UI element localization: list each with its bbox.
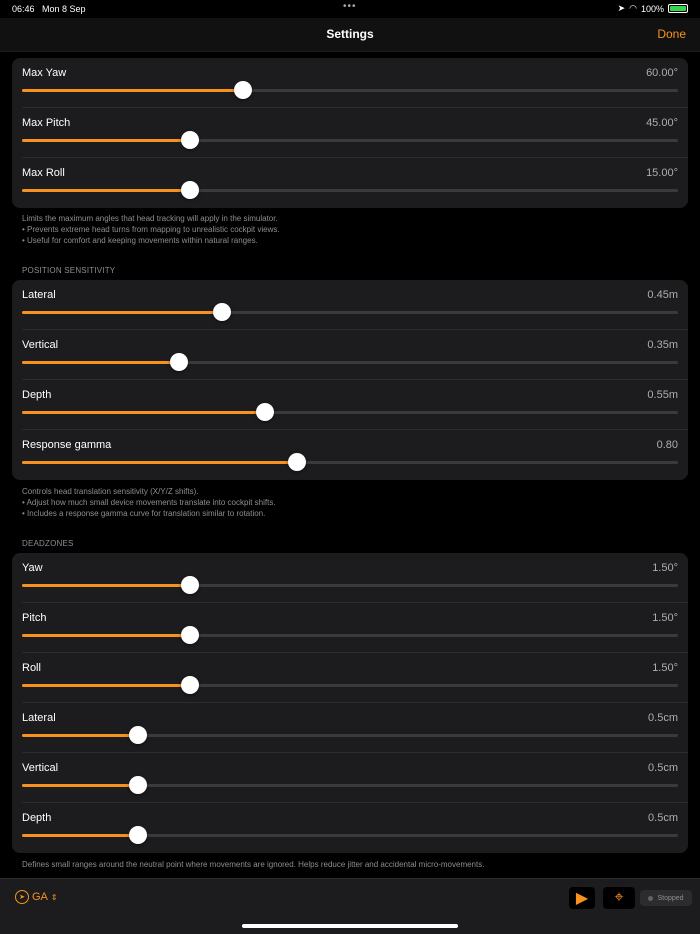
slider-value: 1.50° [652,562,678,574]
status-label: Stopped [657,894,684,902]
footnote-line: • Useful for comfort and keeping movements within natural ranges. [22,236,258,245]
slider-value: 15.00° [646,167,678,179]
slider-row-depth [22,803,688,853]
slider-row-max-yaw [22,58,688,108]
status-bar [0,0,700,18]
slider-row-pitch [22,603,688,653]
slider-thumb[interactable] [129,826,147,844]
slider-fill [22,634,190,637]
slider-label: Depth [22,812,52,824]
crosshair-icon: ⌖ [614,889,624,906]
slider-thumb[interactable] [181,676,199,694]
slider-label: Yaw [22,562,43,574]
slider-thumb[interactable] [129,776,147,794]
deadzones-card [12,553,688,853]
slider-value: 1.50° [652,612,678,624]
slider-label: Roll [22,662,41,674]
footnote-line: Controls head translation sensitivity (X/Y/Z shifts). [22,487,199,496]
position-footnote [22,486,276,519]
chevron-updown-icon: ⇕ [50,892,58,902]
play-icon: ▶ [575,890,589,907]
status-indicators [618,3,688,14]
slider-fill [22,89,243,92]
slider-thumb[interactable] [234,81,252,99]
slider-label: Vertical [22,339,59,351]
footnote-line: • Prevents extreme head turns from mapping to unrealistic cockpit views. [22,225,280,234]
battery-percent: 100% [640,3,664,14]
slider-fill [22,361,179,364]
slider-fill [22,139,190,142]
angles-card [12,58,688,208]
footnote-line: • Includes a response gamma curve for translation similar to rotation. [22,509,266,518]
navigation-bar [0,18,700,52]
profile-picker[interactable] [15,890,58,904]
wifi-icon: ◠ [629,3,637,13]
slider-label: Lateral [22,712,56,724]
footnote-line: Limits the maximum angles that head tracking will apply in the simulator. [22,214,278,223]
location-icon: ➤ [617,3,626,13]
slider-track[interactable] [22,784,678,787]
slider-label: Max Roll [22,167,65,179]
multitasking-dots-icon[interactable]: ••• [343,1,357,12]
slider-track[interactable] [22,584,678,587]
slider-track[interactable] [22,311,678,314]
slider-row-depth [22,380,688,430]
slider-value: 1.50° [652,662,678,674]
slider-track[interactable] [22,189,678,192]
slider-fill [22,189,190,192]
home-indicator[interactable] [242,924,458,928]
angles-footnote [22,213,280,246]
slider-track[interactable] [22,361,678,364]
slider-track[interactable] [22,734,678,737]
slider-fill [22,784,138,787]
slider-row-vertical [22,330,688,380]
slider-thumb[interactable] [170,353,188,371]
slider-track[interactable] [22,461,678,464]
slider-label: Depth [22,389,52,401]
footnote-line: Defines small ranges around the neutral point where movements are ignored. Helps reduce jitter and accidental micro-movements. [22,860,485,869]
slider-label: Max Yaw [22,67,67,79]
slider-thumb[interactable] [181,131,199,149]
slider-fill [22,684,190,687]
slider-label: Lateral [22,289,56,301]
slider-row-yaw [22,553,688,603]
position-sensitivity-card [12,280,688,480]
slider-row-vertical [22,753,688,803]
page-title: Settings [326,27,374,41]
slider-thumb[interactable] [181,576,199,594]
slider-value: 0.80 [656,439,678,451]
slider-value: 45.00° [646,117,678,129]
slider-thumb[interactable] [181,626,199,644]
slider-thumb[interactable] [288,453,306,471]
slider-label: Response gamma [22,439,112,451]
status-date: Mon 8 Sep [42,4,86,14]
battery-icon [668,4,688,13]
slider-track[interactable] [22,411,678,414]
slider-row-lateral [22,703,688,753]
slider-fill [22,311,222,314]
slider-thumb[interactable] [129,726,147,744]
done-button[interactable]: Done [657,27,686,41]
slider-row-max-pitch [22,108,688,158]
status-badge [640,890,692,906]
slider-track[interactable] [22,684,678,687]
settings-scroll-view[interactable] [0,52,700,878]
deadzones-header: DEADZONES [22,539,74,548]
deadzones-footnote [22,859,484,870]
slider-fill [22,834,138,837]
slider-label: Pitch [22,612,47,624]
slider-label: Vertical [22,762,59,774]
slider-label: Max Pitch [22,117,71,129]
slider-fill [22,461,297,464]
play-button[interactable] [569,887,595,909]
slider-value: 0.5cm [648,762,678,774]
compass-icon: ➤ [15,890,29,904]
slider-value: 0.5cm [648,812,678,824]
status-time: 06:46 [12,4,35,14]
slider-value: 0.55m [647,389,678,401]
slider-row-lateral [22,280,688,330]
slider-value: 0.45m [647,289,678,301]
status-dot-icon [648,896,653,901]
slider-value: 0.5cm [648,712,678,724]
slider-thumb[interactable] [213,303,231,321]
slider-thumb[interactable] [256,403,274,421]
slider-fill [22,411,265,414]
slider-track[interactable] [22,139,678,142]
slider-track[interactable] [22,89,678,92]
position-sensitivity-header: POSITION SENSITIVITY [22,266,116,275]
slider-thumb[interactable] [181,181,199,199]
recenter-button[interactable] [603,887,635,909]
slider-track[interactable] [22,834,678,837]
slider-fill [22,734,138,737]
slider-track[interactable] [22,634,678,637]
slider-value: 60.00° [646,67,678,79]
profile-label: GA [32,891,48,903]
slider-fill [22,584,190,587]
slider-value: 0.35m [647,339,678,351]
slider-row-max-roll [22,158,688,208]
slider-row-response-gamma [22,430,688,480]
slider-row-roll [22,653,688,703]
footnote-line: • Adjust how much small device movements translate into cockpit shifts. [22,498,276,507]
